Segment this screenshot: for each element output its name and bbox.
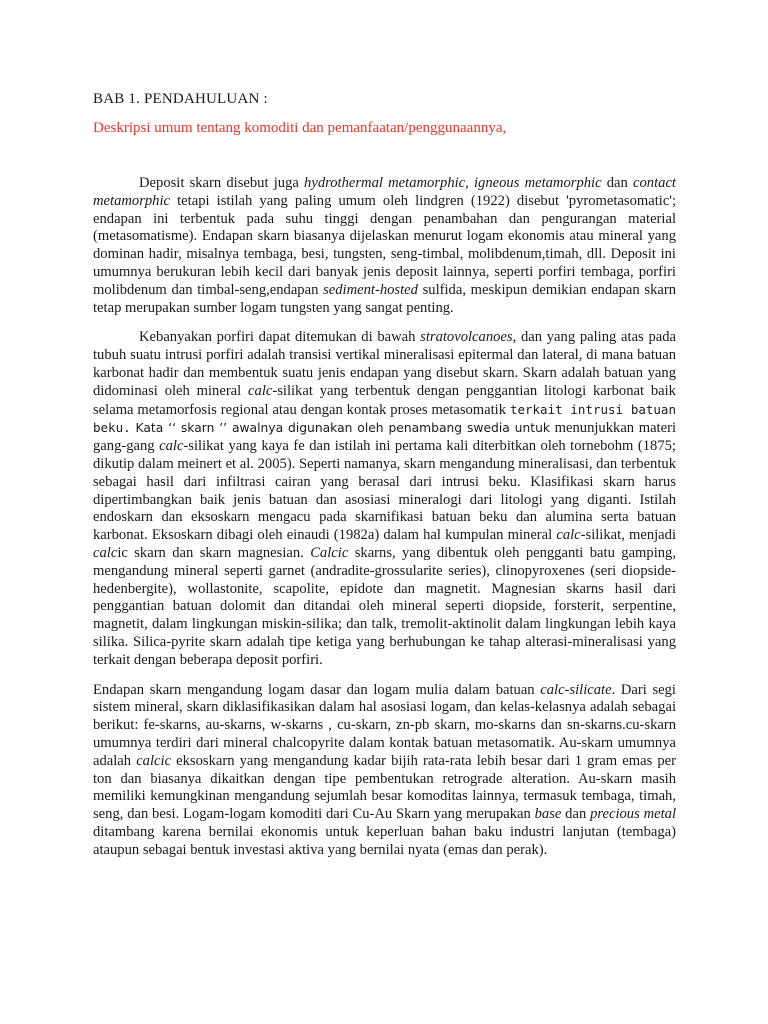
text-run: dan [601,175,634,191]
italic-term: calc-silicate [540,681,612,698]
italic-term: precious metal [590,806,676,823]
italic-term: stratovolcanoes [420,329,513,346]
text-run: sulfida, meskipun demikian endapan skarn tetap merupakan sumber logam tungsten yang sangat penting. [93,281,676,316]
text-run: ic skarn dan skarn magnesian. [117,544,311,561]
italic-term: base [534,806,562,823]
italic-term: calc [93,544,118,561]
paragraph [93,682,676,860]
text-run: Deposit skarn disebut juga [139,175,305,191]
italic-term: contact metamorphic [93,175,676,209]
text-run: -silikat yang kaya fe dan istilah ini pertama kali diterbitkan oleh tornebohm (1875; dikutip dalam meinert et al. 2005). Seperti namanya, skarn mengandung mineralisasi, dan terbentuk sebagai hasil dari infiltrasi cairan yang berasal dari intrusi beku. Klasifikasi skarn harus dipertimbangkan baik jenis batuan dan asosiasi mineralogi dari litologi yang diganti. Istilah endoskarn dan eksoskarn mengacu pada skarnifikasi batuan beku dan alumina serta batuan karbonat. Eksoskarn dibagi oleh einaudi (1982a) dalam hal kumpulan mineral [93,438,676,544]
text-run: tetapi istilah yang paling umum oleh lindgren (1922) disebut 'pyrometasomatic'; endapan ini terbentuk pada suhu tinggi dengan penambahan dan pengurangan material (metasomatisme). Endapan skarn biasanya dijelaskan menurut logam ekonomis atau mineral yang dominan hadir, misalnya tembaga, besi, tungsten, seng-timbal, molibdenum,timah, dll. Deposit ini umumnya berukuran lebih kecil dari banyak jenis deposit lainnya, seperti porfiri tembaga, porfiri molibdenum dan timbal-seng,endapan [93,192,676,298]
text-run: dan [561,806,591,823]
chapter-heading: BAB 1. PENDAHULUAN : [93,91,268,107]
text-run: , dan yang paling atas pada tubuh suatu intrusi porfiri adalah transisi vertikal mineralisasi epitermal dan lateral, di mana batuan karbonat hadir dan membentuk suatu jenis endapan yang disebut skarn. Skarn adalah batuan yang didominasi oleh mineral [93,329,676,399]
text-run: Kebanyakan porfiri dapat ditemukan di bawah [139,329,421,346]
section-subheading: Deskripsi umum tentang komoditi dan pemanfaatan/penggunaannya, [93,120,507,136]
italic-term: sediment-hosted [323,281,418,298]
italic-term: Calcic [310,544,349,561]
text-run: -silikat, menjadi [580,527,676,544]
text-run: Kata ‘‘ skarn ’’ awalnya digunakan oleh penambang swedia untuk [130,421,551,436]
text-run: ditambang karena bernilai ekonomis untuk keperluan bahan baku industri lanjutan (tembaga) ataupun sebagai bentuk investasi aktiva yang bernilai nyata (emas dan perak). [93,823,676,858]
paragraph [93,329,676,669]
italic-term: calcic [136,752,172,769]
text-run: menunjukkan materi gang-gang [93,420,676,455]
text-run: skarns, yang dibentuk oleh pengganti batu gamping, mengandung mineral seperti garnet (andradite-grossularite series), clinopyroxenes (seri diopside-hedenbergite), wollastonite, scapolite, epidote dan magnetit. Magnesian skarns hasil dari penggantian batuan dolomit dan ditandai oleh mineral seperti diopside, forsterit, serpentine, magnetit, dalam lingkungan miskin-silika; dan talk, tremolit-aktinolit dalam lingkungan lebih kaya silika. Silica-pyrite skarn adalah tipe ketiga yang berhubungan ke tahap alterasi-mineralisasi yang terkait dengan beberapa deposit porfiri. [93,544,677,668]
italic-term: calc [248,382,273,399]
italic-term: hydrothermal metamorphic, igneous metamorphic [304,175,602,191]
text-run: terkait intrusi batuan beku. [93,401,676,436]
text-run: -silikat yang terbentuk dengan penggantian litologi karbonat baik selama metamorfosis regional atau dengan kontak proses metasomatik [93,382,676,418]
paragraph [93,175,676,317]
text-run: Endapan skarn mengandung logam dasar dan logam mulia dalam batuan [93,681,541,698]
italic-term: calc [159,438,184,455]
italic-term: calc [556,527,581,544]
text-run: eksoskarn yang mengandung kadar bijih rata-rata lebih besar dari 1 gram emas per ton dan biasanya dikaitkan dengan tipe pembentukan retrograde alteration. Au-skarn masih memiliki kemungkinan mengandung sejumlah besar komoditas lainnya, termasuk tembaga, timah, seng, dan besi. Logam-logam komoditi dari Cu-Au Skarn yang merupakan [93,752,676,823]
text-run: . Dari segi sistem mineral, skarn diklasifikasikan dalam hal asosiasi logam, dan kelas-kelasnya adalah sebagai berikut: fe-skarns, au-skarns, w-skarns , cu-skarn, zn-pb skarn, mo-skarns dan sn-skarns.cu-skarn umumnya terdiri dari mineral chalcopyrite dalam kontak batuan metasomatik. Au-skarn umumnya adalah [93,681,676,769]
body-text [93,175,676,871]
